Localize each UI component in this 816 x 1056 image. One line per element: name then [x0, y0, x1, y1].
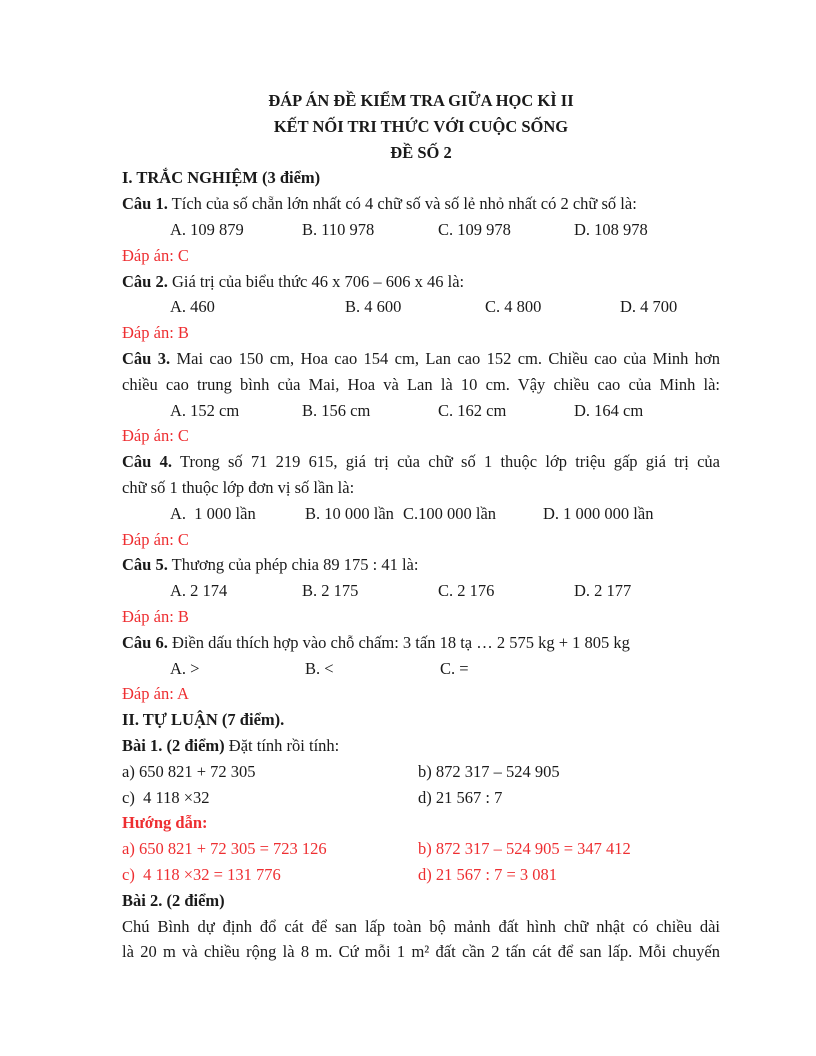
question-4-line2 — [122, 475, 720, 501]
option-b: B. 2 175 — [302, 581, 359, 601]
question-5-line — [122, 552, 720, 578]
answer-4: Đáp án: C — [122, 529, 189, 549]
paragraph-text-2: là 20 m và chiều rộng là 8 m. Cứ mỗi 1 m² đất cần 2 tấn cát để san lấp. Mỗi chuyến — [122, 942, 720, 962]
question-2-label: Câu 2. — [122, 271, 168, 291]
option-c: C. = — [440, 658, 469, 678]
question-6-options — [122, 656, 720, 682]
item-c: c) 4 118 ×32 — [122, 787, 210, 807]
answer-6: Đáp án: A — [122, 684, 189, 704]
option-a: A. 2 174 — [170, 581, 228, 601]
section1-heading: I. TRẮC NGHIỆM (3 điểm) — [122, 168, 321, 188]
answer-3: Đáp án: C — [122, 426, 189, 446]
question-2-line — [122, 269, 720, 295]
exercise-1-items-row2 — [122, 785, 720, 811]
question-1-label: Câu 1. — [122, 194, 168, 214]
exercise-1-label: Bài 1. (2 điểm) — [122, 735, 225, 755]
solution-a: a) 650 821 + 72 305 = 723 126 — [122, 839, 327, 859]
exercise-1-heading — [122, 733, 720, 759]
question-3-label: Câu 3. — [122, 348, 171, 368]
question-6-label: Câu 6. — [122, 632, 168, 652]
solution-c: c) 4 118 ×32 = 131 776 — [122, 864, 281, 884]
question-4-options — [122, 501, 720, 527]
option-d: D. 4 700 — [620, 297, 678, 317]
question-1-line — [122, 191, 720, 217]
question-3-options — [122, 398, 720, 424]
option-c: C. 4 800 — [485, 297, 542, 317]
option-b: B. 110 978 — [302, 219, 375, 239]
option-d: D. 108 978 — [574, 219, 648, 239]
question-3-line2 — [122, 372, 720, 398]
option-c: C. 109 978 — [438, 219, 511, 239]
question-2-text: Giá trị của biểu thức 46 x 706 – 606 x 46 là: — [171, 271, 465, 291]
option-c: C. 162 cm — [438, 400, 507, 420]
question-4-text2: chữ số 1 thuộc lớp đơn vị số lần là: — [122, 477, 355, 497]
item-a: a) 650 821 + 72 305 — [122, 761, 256, 781]
question-1-options — [122, 217, 720, 243]
title-line-1: ĐÁP ÁN ĐỀ KIỂM TRA GIỮA HỌC KÌ II — [268, 91, 574, 110]
question-6-text: Điền dấu thích hợp vào chỗ chấm: 3 tấn 18 tạ … 2 575 kg + 1 805 kg — [171, 632, 630, 652]
option-d: D. 2 177 — [574, 581, 632, 601]
answer-5: Đáp án: B — [122, 606, 189, 626]
solutions-row2 — [122, 862, 720, 888]
solutions-row1 — [122, 836, 720, 862]
answer-1: Đáp án: C — [122, 245, 189, 265]
paragraph-text-1: Chú Bình dự định đổ cát để san lấp toàn bộ mảnh đất hình chữ nhật có chiều dài — [122, 916, 720, 936]
option-a: A. 460 — [170, 297, 215, 317]
exercise-2-label: Bài 2. (2 điểm) — [122, 890, 225, 910]
question-2-options — [122, 294, 720, 320]
question-4-text1: Trong số 71 219 615, giá trị của chữ số 1 thuộc lớp triệu gấp giá trị của — [179, 452, 721, 472]
option-a: A. > — [170, 658, 200, 678]
question-3-text1: Mai cao 150 cm, Hoa cao 154 cm, Lan cao 152 cm. Chiều cao của Minh hơn — [176, 348, 721, 368]
option-c: C. 2 176 — [438, 581, 495, 601]
item-b: b) 872 317 – 524 905 — [418, 761, 560, 781]
question-1-text: Tích của số chẵn lớn nhất có 4 chữ số và số lẻ nhỏ nhất có 2 chữ số là: — [171, 194, 637, 214]
option-a: A. 109 879 — [170, 219, 244, 239]
answer-2: Đáp án: B — [122, 323, 189, 343]
item-d: d) 21 567 : 7 — [418, 787, 503, 807]
question-6-line — [122, 630, 720, 656]
question-5-text: Thương của phép chia 89 175 : 41 là: — [171, 555, 419, 575]
exercise-2-para-line1 — [122, 914, 720, 940]
exercise-1-intro: Đặt tính rồi tính: — [228, 735, 340, 755]
solution-d: d) 21 567 : 7 = 3 081 — [418, 864, 558, 884]
title-line-2: KẾT NỐI TRI THỨC VỚI CUỘC SỐNG — [273, 116, 569, 136]
solution-b: b) 872 317 – 524 905 = 347 412 — [418, 839, 631, 859]
question-5-options — [122, 578, 720, 604]
title-line-3: ĐỀ SỐ 2 — [390, 142, 452, 162]
option-c: C.100 000 lần — [403, 503, 497, 523]
option-b: B. < — [305, 658, 334, 678]
guide-label: Hướng dẫn: — [122, 813, 208, 833]
option-d: D. 1 000 000 lần — [543, 503, 654, 523]
option-b: B. 156 cm — [302, 400, 371, 420]
question-5-label: Câu 5. — [122, 555, 168, 575]
exercise-1-items-row1 — [122, 759, 720, 785]
section2-heading: II. TỰ LUẬN (7 điểm). — [122, 710, 285, 730]
question-4-line1 — [122, 449, 720, 475]
option-d: D. 164 cm — [574, 400, 644, 420]
option-a: A. 1 000 lần — [170, 503, 256, 523]
option-a: A. 152 cm — [170, 400, 240, 420]
question-4-label: Câu 4. — [122, 452, 172, 472]
option-b: B. 10 000 lần — [305, 503, 394, 523]
question-3-line1 — [122, 346, 720, 372]
question-3-text2: chiều cao trung bình của Mai, Hoa và Lan là 10 cm. Vậy chiều cao của Minh là: — [122, 374, 720, 394]
option-b: B. 4 600 — [345, 297, 402, 317]
exercise-2-para-line2 — [122, 939, 720, 965]
